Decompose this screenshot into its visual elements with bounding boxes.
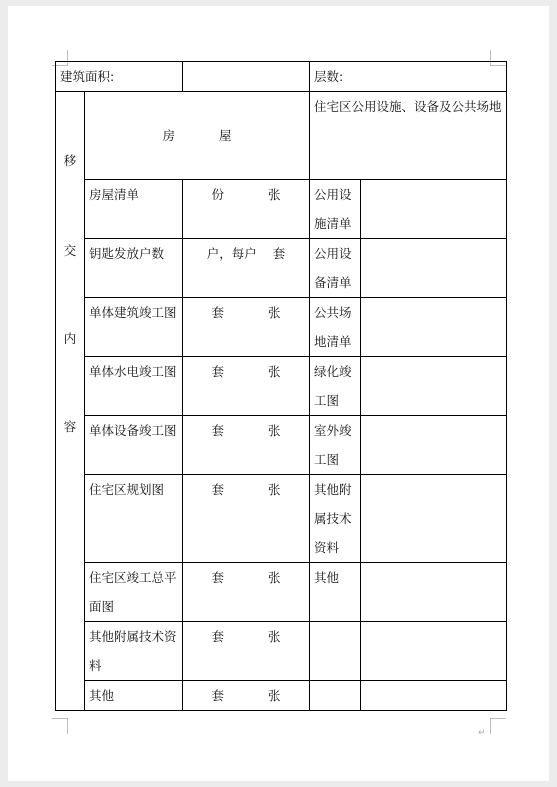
table-row — [56, 298, 507, 357]
item-name: 单体水电竣工图 — [85, 357, 183, 416]
public-item-value[interactable] — [361, 416, 507, 475]
public-item-name — [310, 622, 361, 681]
item-quantity[interactable]: 套 张 — [183, 357, 310, 416]
public-item-value[interactable] — [361, 180, 507, 239]
table-row — [56, 239, 507, 298]
transfer-content-char-1: 移 — [63, 153, 77, 168]
public-item-name: 室外竣工图 — [310, 416, 361, 475]
public-item-value[interactable] — [361, 681, 507, 711]
table-row — [56, 475, 507, 563]
item-quantity[interactable]: 户，每户 套 — [183, 239, 310, 298]
table-row — [56, 622, 507, 681]
item-name: 房屋清单 — [85, 180, 183, 239]
table-row — [56, 180, 507, 239]
transfer-content-char-3: 内 — [63, 331, 77, 346]
building-area-label: 建筑面积: — [56, 62, 183, 92]
public-item-name: 其他附属技术资料 — [310, 475, 361, 563]
transfer-content-char-4: 容 — [63, 419, 77, 434]
public-item-value[interactable] — [361, 357, 507, 416]
public-item-name: 绿化竣工图 — [310, 357, 361, 416]
table-row — [56, 681, 507, 711]
transfer-content-char-2: 交 — [63, 243, 77, 258]
item-name: 住宅区竣工总平面图 — [85, 563, 183, 622]
item-quantity[interactable]: 套 张 — [183, 563, 310, 622]
item-quantity[interactable]: 套 张 — [183, 416, 310, 475]
item-name: 住宅区规划图 — [85, 475, 183, 563]
public-item-value[interactable] — [361, 563, 507, 622]
table-row — [56, 563, 507, 622]
item-quantity[interactable]: 套 张 — [183, 475, 310, 563]
public-item-value[interactable] — [361, 239, 507, 298]
item-quantity[interactable]: 套 张 — [183, 298, 310, 357]
item-quantity[interactable]: 套 张 — [183, 622, 310, 681]
transfer-content-label — [56, 92, 85, 711]
housing-header-char-2: 屋 — [219, 128, 232, 143]
item-name: 其他附属技术资料 — [85, 622, 183, 681]
transfer-form-table — [55, 61, 507, 711]
public-item-value[interactable] — [361, 622, 507, 681]
paragraph-mark: ↵ — [478, 728, 486, 738]
housing-header-char-1: 房 — [162, 128, 175, 143]
section-header-row — [56, 92, 507, 180]
table-row — [56, 416, 507, 475]
public-facilities-header: 住宅区公用设施、设备及公共场地 — [310, 92, 507, 180]
public-item-name: 公用设备清单 — [310, 239, 361, 298]
item-quantity[interactable]: 套 张 — [183, 681, 310, 711]
public-item-name: 公用设施清单 — [310, 180, 361, 239]
housing-header — [85, 92, 310, 180]
item-name: 单体建筑竣工图 — [85, 298, 183, 357]
item-name: 单体设备竣工图 — [85, 416, 183, 475]
public-item-value[interactable] — [361, 475, 507, 563]
table-row — [56, 357, 507, 416]
building-area-row — [56, 62, 507, 92]
public-item-value[interactable] — [361, 298, 507, 357]
item-quantity[interactable]: 份 张 — [183, 180, 310, 239]
item-name: 其他 — [85, 681, 183, 711]
public-item-name: 其他 — [310, 563, 361, 622]
building-area-field[interactable] — [183, 62, 310, 92]
item-name: 钥匙发放户数 — [85, 239, 183, 298]
public-item-name — [310, 681, 361, 711]
public-item-name: 公共场地清单 — [310, 298, 361, 357]
floors-field[interactable]: 层数: — [310, 62, 507, 92]
